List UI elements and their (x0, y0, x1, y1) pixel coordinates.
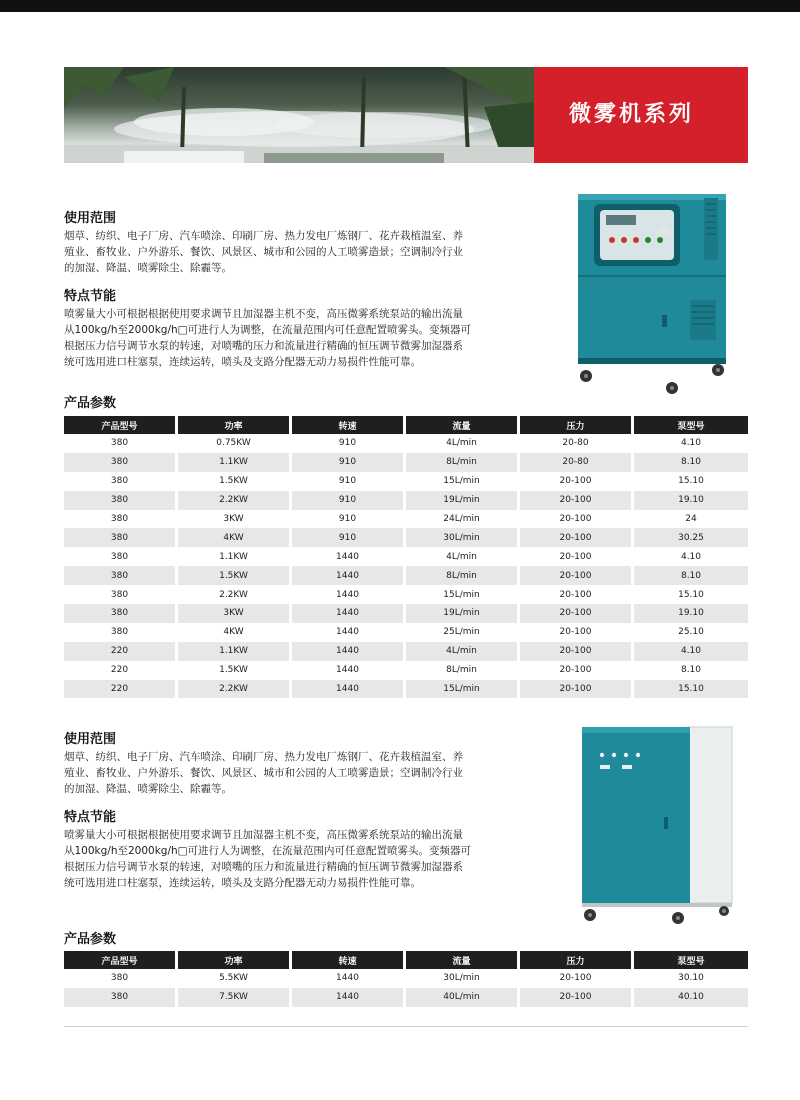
micro-mist-machine-image (572, 190, 732, 396)
table-cell: 910 (292, 510, 406, 529)
table-cell: 220 (64, 680, 178, 699)
table-row (64, 434, 748, 453)
table-cell: 8.10 (634, 661, 748, 680)
params-table (64, 416, 748, 698)
table-row (64, 491, 748, 510)
table-cell: 19L/min (406, 491, 520, 510)
feature-line: 统可选用进口柱塞泵，连续运转，喷头及支路分配器无动力易损件性能可靠。 (64, 877, 421, 889)
table-row (64, 585, 748, 604)
table-row (64, 642, 748, 661)
table-cell: 24 (634, 510, 748, 529)
table-cell: 15L/min (406, 472, 520, 491)
table-cell: 20-80 (520, 434, 634, 453)
feature-line: 喷雾量大小可根据根据使用要求调节且加湿器主机不变，高压微雾系统泵站的输出流量 (64, 308, 463, 320)
table-cell: 20-100 (520, 969, 634, 988)
table-cell: 4L/min (406, 547, 520, 566)
table-cell: 20-100 (520, 642, 634, 661)
table-cell: 19.10 (634, 491, 748, 510)
params-heading: 产品参数 (64, 396, 117, 411)
table-cell: 380 (64, 434, 178, 453)
table-cell: 380 (64, 988, 178, 1007)
table-cell: 4.10 (634, 642, 748, 661)
col-header: 泵型号 (634, 951, 748, 969)
table-cell: 20-100 (520, 472, 634, 491)
table-cell: 25.10 (634, 623, 748, 642)
col-header: 压力 (520, 416, 634, 434)
table-cell: 15L/min (406, 680, 520, 699)
table-cell: 1.5KW (178, 661, 292, 680)
table-cell: 20-100 (520, 661, 634, 680)
table-cell: 1440 (292, 604, 406, 623)
col-header: 功率 (178, 416, 292, 434)
col-header: 泵型号 (634, 416, 748, 434)
table-cell: 380 (64, 528, 178, 547)
feature-heading-2: 特点节能 (64, 810, 117, 825)
table-cell: 8.10 (634, 453, 748, 472)
col-header: 压力 (520, 951, 634, 969)
usage-heading-2: 使用范围 (64, 732, 117, 747)
table-cell: 15L/min (406, 585, 520, 604)
series-banner (64, 67, 748, 163)
table-row (64, 453, 748, 472)
table-cell: 4.10 (634, 547, 748, 566)
table-row (64, 566, 748, 585)
table-cell: 20-100 (520, 547, 634, 566)
table-cell: 20-100 (520, 604, 634, 623)
table-row (64, 969, 748, 988)
col-header: 转速 (292, 416, 406, 434)
mist-garden-photo (64, 67, 534, 163)
table-cell: 30.25 (634, 528, 748, 547)
usage-text-2 (64, 749, 494, 797)
table-row (64, 472, 748, 491)
table-cell: 19.10 (634, 604, 748, 623)
usage-line: 的加湿、降温、喷雾除尘、除霾等。 (64, 783, 232, 795)
table-cell: 1.1KW (178, 642, 292, 661)
table-cell: 910 (292, 528, 406, 547)
usage-line: 烟草、纺织、电子厂房、汽车喷涂、印刷厂房、热力发电厂炼钢厂、花卉栽植温室、养 (64, 751, 463, 763)
table-row (64, 988, 748, 1007)
col-header: 流量 (406, 416, 520, 434)
table-cell: 1440 (292, 585, 406, 604)
table-cell: 1440 (292, 623, 406, 642)
params-table-2 (64, 951, 748, 1007)
col-header: 功率 (178, 951, 292, 969)
table-row (64, 680, 748, 699)
table-cell: 1440 (292, 988, 406, 1007)
table-cell: 1440 (292, 566, 406, 585)
table-cell: 3KW (178, 510, 292, 529)
table-cell: 30L/min (406, 528, 520, 547)
table-cell: 4.10 (634, 434, 748, 453)
top-dark-bar (0, 0, 800, 12)
col-header: 产品型号 (64, 416, 178, 434)
table-cell: 1.5KW (178, 566, 292, 585)
table-cell: 25L/min (406, 623, 520, 642)
table-cell: 2.2KW (178, 585, 292, 604)
table-cell: 40L/min (406, 988, 520, 1007)
banner-title: 微雾机系列 (569, 102, 695, 127)
table-cell: 20-100 (520, 988, 634, 1007)
table-cell: 380 (64, 547, 178, 566)
table-cell: 1440 (292, 661, 406, 680)
table-cell: 20-100 (520, 623, 634, 642)
usage-line: 殖业、畜牧业、户外游乐、餐饮、风景区、城市和公园的人工喷雾造景；空调制冷行业 (64, 246, 463, 258)
table-cell: 380 (64, 510, 178, 529)
table-cell: 2.2KW (178, 491, 292, 510)
table-cell: 4KW (178, 528, 292, 547)
table-cell: 380 (64, 585, 178, 604)
table-cell: 20-100 (520, 491, 634, 510)
feature-line: 根据压力信号调节水泵的转速，对喷嘴的压力和流量进行精确的恒压调节微雾加湿器系 (64, 861, 463, 873)
feature-line: 从100kg/h至2000kg/h□可进行人为调整，在流量范围内可任意配置喷雾头。变频器可 (64, 845, 472, 857)
table-cell: 20-100 (520, 585, 634, 604)
table-header-row (64, 951, 748, 969)
table-cell: 8.10 (634, 566, 748, 585)
params-heading-2: 产品参数 (64, 932, 117, 947)
bottom-divider (64, 1026, 748, 1027)
table-cell: 15.10 (634, 585, 748, 604)
table-cell: 1440 (292, 642, 406, 661)
table-cell: 910 (292, 491, 406, 510)
table-cell: 1440 (292, 680, 406, 699)
usage-heading: 使用范围 (64, 211, 117, 226)
table-cell: 380 (64, 566, 178, 585)
table-cell: 8L/min (406, 661, 520, 680)
usage-line: 殖业、畜牧业、户外游乐、餐饮、风景区、城市和公园的人工喷雾造景；空调制冷行业 (64, 767, 463, 779)
cabinet-mist-machine-image (578, 725, 736, 925)
table-cell: 1.1KW (178, 547, 292, 566)
table-row (64, 661, 748, 680)
feature-line: 统可选用进口柱塞泵，连续运转，喷头及支路分配器无动力易损件性能可靠。 (64, 356, 421, 368)
feature-heading: 特点节能 (64, 289, 117, 304)
feature-line: 喷雾量大小可根据根据使用要求调节且加湿器主机不变，高压微雾系统泵站的输出流量 (64, 829, 463, 841)
table-cell: 15.10 (634, 680, 748, 699)
table-cell: 40.10 (634, 988, 748, 1007)
table-cell: 380 (64, 969, 178, 988)
usage-line: 的加湿、降温、喷雾除尘、除霾等。 (64, 262, 232, 274)
table-cell: 380 (64, 604, 178, 623)
table-row (64, 604, 748, 623)
usage-line: 烟草、纺织、电子厂房、汽车喷涂、印刷厂房、热力发电厂炼钢厂、花卉栽植温室、养 (64, 230, 463, 242)
table-cell: 380 (64, 472, 178, 491)
table-cell: 3KW (178, 604, 292, 623)
col-header: 转速 (292, 951, 406, 969)
table-cell: 19L/min (406, 604, 520, 623)
table-cell: 910 (292, 453, 406, 472)
table-row (64, 528, 748, 547)
table-cell: 910 (292, 434, 406, 453)
table-cell: 1.5KW (178, 472, 292, 491)
table-cell: 20-100 (520, 680, 634, 699)
table-cell: 1440 (292, 547, 406, 566)
table-cell: 24L/min (406, 510, 520, 529)
table-cell: 2.2KW (178, 680, 292, 699)
table-cell: 20-80 (520, 453, 634, 472)
table-header-row (64, 416, 748, 434)
feature-line: 根据压力信号调节水泵的转速，对喷嘴的压力和流量进行精确的恒压调节微雾加湿器系 (64, 340, 463, 352)
table-cell: 4L/min (406, 642, 520, 661)
table-cell: 15.10 (634, 472, 748, 491)
table-row (64, 547, 748, 566)
table-cell: 30L/min (406, 969, 520, 988)
table-cell: 910 (292, 472, 406, 491)
table-cell: 380 (64, 623, 178, 642)
table-cell: 4L/min (406, 434, 520, 453)
table-cell: 220 (64, 642, 178, 661)
table-cell: 30.10 (634, 969, 748, 988)
feature-line: 从100kg/h至2000kg/h□可进行人为调整，在流量范围内可任意配置喷雾头。变频器可 (64, 324, 472, 336)
table-row (64, 623, 748, 642)
table-cell: 20-100 (520, 566, 634, 585)
table-cell: 8L/min (406, 453, 520, 472)
table-cell: 20-100 (520, 528, 634, 547)
table-cell: 8L/min (406, 566, 520, 585)
table-cell: 5.5KW (178, 969, 292, 988)
usage-text (64, 228, 494, 276)
table-cell: 4KW (178, 623, 292, 642)
table-cell: 220 (64, 661, 178, 680)
table-cell: 20-100 (520, 510, 634, 529)
table-cell: 7.5KW (178, 988, 292, 1007)
feature-text (64, 306, 494, 370)
table-cell: 0.75KW (178, 434, 292, 453)
col-header: 产品型号 (64, 951, 178, 969)
feature-text-2 (64, 827, 494, 891)
table-cell: 1.1KW (178, 453, 292, 472)
col-header: 流量 (406, 951, 520, 969)
table-cell: 380 (64, 453, 178, 472)
table-cell: 380 (64, 491, 178, 510)
table-cell: 1440 (292, 969, 406, 988)
table-row (64, 510, 748, 529)
